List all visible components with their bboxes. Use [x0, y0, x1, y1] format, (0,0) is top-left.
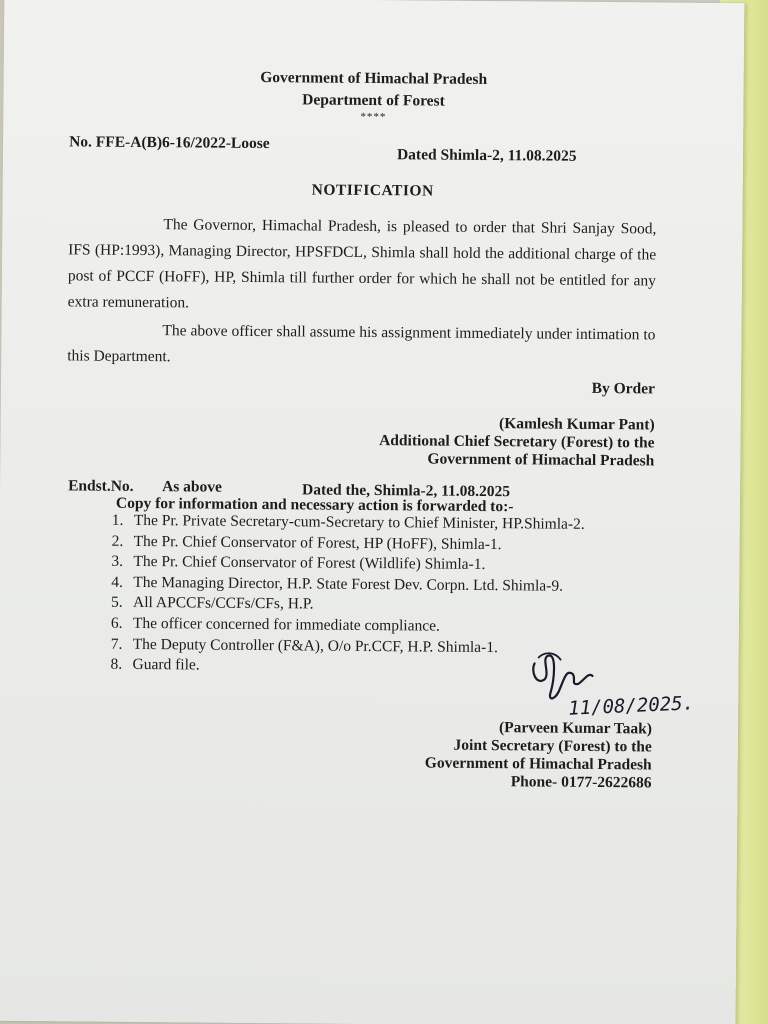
list-item: [110, 655, 583, 680]
list-item-text: The Deputy Controller (F&A), O/o Pr.CCF, H.P. Shimla-1.: [132, 635, 498, 656]
signatory-1-designation: Additional Chief Secretary (Forest) to the: [379, 432, 655, 452]
list-item-number: 1.: [111, 511, 124, 529]
list-item-text: The officer concerned for immediate compliance.: [132, 614, 440, 635]
list-item-text: The Managing Director, H.P. State Forest Dev. Corpn. Ltd. Shimla-9.: [133, 573, 564, 595]
list-item-number: 4.: [111, 573, 123, 591]
list-item-text: The Pr. Chief Conservator of Forest, HP (HoFF), Shimla-1.: [133, 532, 502, 553]
handwritten-date: 11/08/2025.: [567, 692, 695, 720]
header-government: Government of Himachal Pradesh: [260, 69, 488, 89]
header-stars: ****: [360, 110, 387, 124]
header-department: Department of Forest: [302, 91, 445, 110]
list-item-text: All APCCFs/CCFs/CFs, H.P.: [133, 594, 314, 613]
page-title: NOTIFICATION: [311, 181, 434, 200]
endst-as-above: As above: [162, 478, 223, 496]
list-item-number: 7.: [110, 635, 123, 653]
copy-forward-line: Copy for information and necessary action is forwarded to:-: [115, 494, 514, 516]
signatory-2-designation: Joint Secretary (Forest) to the: [453, 736, 652, 756]
signatory-2-org: Government of Himachal Pradesh: [424, 754, 652, 774]
reference-number: No. FFE-A(B)6-16/2022-Loose: [69, 133, 270, 153]
copy-to-list: [110, 511, 584, 680]
endst-date: Dated the, Shimla-2, 11.08.2025: [302, 481, 511, 501]
list-item-number: 6.: [110, 614, 123, 632]
list-item-text: The Pr. Private Secretary-cum-Secretary to Chief Minister, HP.Shimla-2.: [133, 511, 585, 533]
list-item-number: 8.: [110, 655, 123, 673]
list-item-number: 2.: [111, 532, 124, 550]
notification-date: Dated Shimla-2, 11.08.2025: [396, 146, 577, 165]
body-paragraph-1: The Governor, Himachal Pradesh, is pleased to order that Shri Sanjay Sood, IFS (HP:1993), Managing Director, HPSFDCL, Shimla shall hold the additional charge of the post of PCCF (HoFF), HP, Shimla till further order for which he shall not be entitled for any extra remuneration.: [67, 216, 657, 312]
body-paragraph-2: The above officer shall assume his assignment immediately under intimation to this Department.: [67, 322, 656, 366]
list-item-text: The Pr. Chief Conservator of Forest (Wildlife) Shimla-1.: [133, 553, 486, 574]
signatory-1-name: (Kamlesh Kumar Pant): [499, 415, 655, 434]
list-item-number: 3.: [111, 552, 124, 571]
handwritten-signature: [526, 649, 727, 721]
signatory-2-name: (Parveen Kumar Taak): [498, 719, 653, 738]
signatory-1-org: Government of Himachal Pradesh: [427, 450, 655, 470]
list-item-number: 5.: [111, 594, 123, 612]
list-item-text: Guard file.: [132, 656, 200, 674]
signatory-2-phone: Phone- 0177-2622686: [510, 773, 652, 792]
endst-label: Endst.No.: [68, 477, 134, 495]
by-order: By Order: [591, 379, 656, 398]
